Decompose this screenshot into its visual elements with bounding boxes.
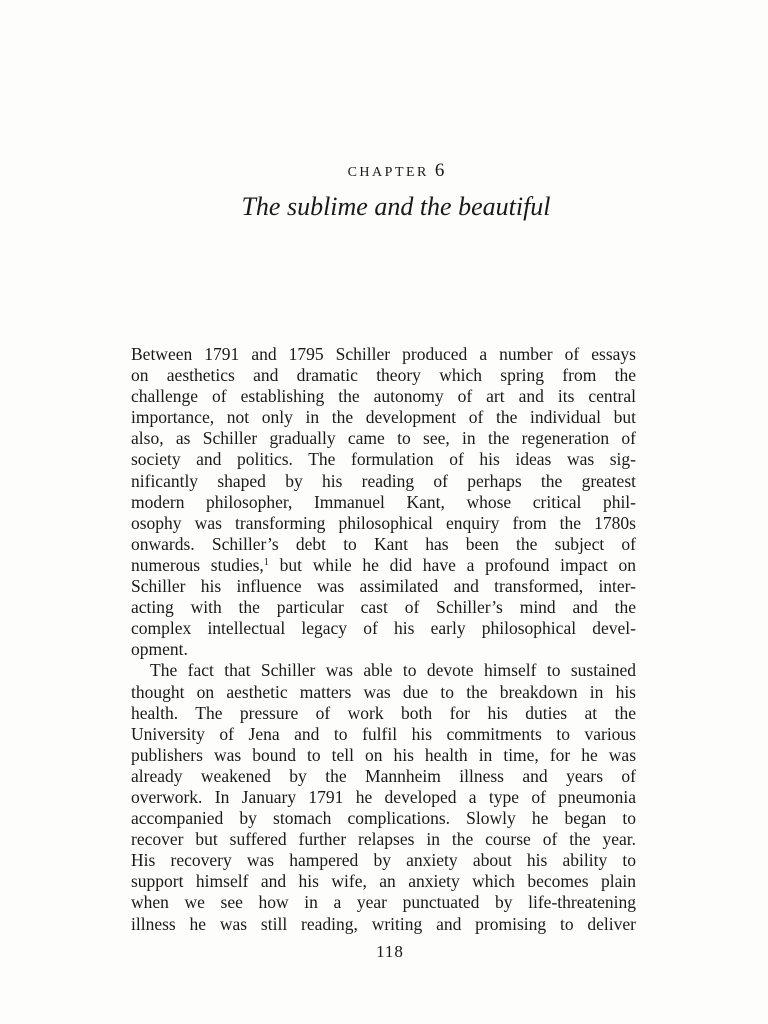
page-number: 118 xyxy=(376,942,404,961)
text-line: Between 1791 and 1795 Schiller produced a number of essays xyxy=(131,344,636,364)
text-line: importance, not only in the development of the individual but xyxy=(131,407,636,428)
text-line: publishers was bound to tell on his health in time, for he was xyxy=(131,744,636,765)
text-line: thought on aesthetic matters was due to the breakdown in his xyxy=(131,681,636,702)
text-line: opment. xyxy=(131,639,188,660)
text-line: Schiller his influence was assimilated and transformed, inter- xyxy=(131,576,636,597)
text-fragment: but while he did have a profound impact on xyxy=(279,554,637,575)
chapter-title: The sublime and the beautiful xyxy=(241,192,551,221)
text-line: recover but suffered further relapses in the course of the year. xyxy=(131,829,636,850)
text-line: acting with the particular cast of Schiller’s mind and the xyxy=(131,597,636,618)
text-line: support himself and his wife, an anxiety which becomes plain xyxy=(131,871,636,892)
text-line: modern philosopher, Immanuel Kant, whose critical phil- xyxy=(131,491,636,512)
text-line: overwork. In January 1791 he developed a type of pneumonia xyxy=(131,786,636,807)
text-line: society and politics. The formulation of his ideas was sig- xyxy=(131,449,636,470)
chapter-number: 6 xyxy=(434,160,445,181)
text-line: His recovery was hampered by anxiety about his ability to xyxy=(131,850,636,871)
text-line: when we see how in a year punctuated by life-threatening xyxy=(131,892,636,913)
chapter-label-word: CHAPTER xyxy=(347,165,429,180)
text-line: already weakened by the Mannheim illness and years of xyxy=(131,765,636,786)
text-line: accompanied by stomach complications. Slowly he began to xyxy=(131,808,636,829)
text-line-with-footnote xyxy=(131,555,636,576)
text-fragment: numerous studies, xyxy=(131,554,264,575)
text-line: University of Jena and to fulfil his commitments to various xyxy=(131,723,636,744)
text-line: on aesthetics and dramatic theory which spring from the xyxy=(131,365,636,386)
body-text xyxy=(131,344,636,935)
text-line: illness he was still reading, writing and promising to deliver xyxy=(131,913,636,934)
text-line: challenge of establishing the autonomy of art and its central xyxy=(131,386,636,407)
chapter-label xyxy=(12,160,768,182)
text-line: The fact that Schiller was able to devote himself to sustained xyxy=(150,660,636,681)
text-line: osophy was transforming philosophical enquiry from the 1780s xyxy=(131,512,636,533)
text-line: onwards. Schiller’s debt to Kant has been the subject of xyxy=(131,533,636,554)
text-line: nificantly shaped by his reading of perhaps the greatest xyxy=(131,470,636,491)
footnote-marker: 1 xyxy=(263,556,269,568)
text-line: also, as Schiller gradually came to see, in the regeneration of xyxy=(131,428,636,449)
text-line: health. The pressure of work both for his duties at the xyxy=(131,702,636,723)
text-line: complex intellectual legacy of his early philosophical devel- xyxy=(131,618,636,639)
